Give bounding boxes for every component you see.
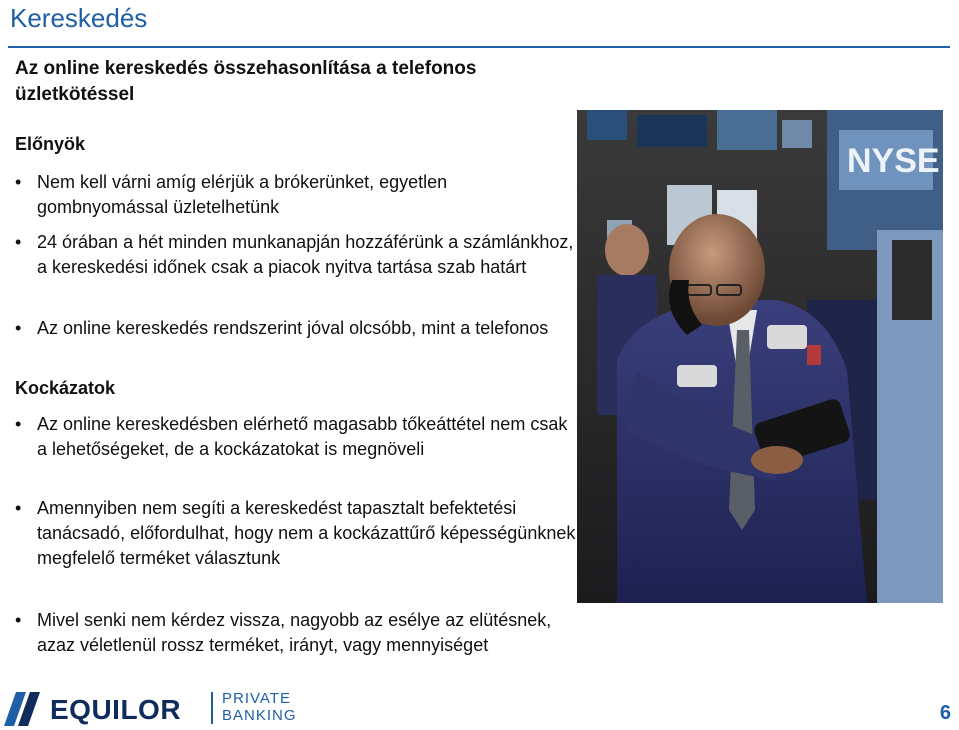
section-heading-advantages: Előnyök (15, 134, 86, 154)
bullet-icon: • (15, 318, 22, 338)
equilor-mark-icon (4, 692, 44, 726)
list-item-text: Amennyiben nem segíti a kereskedést tapasztalt befektetési tanácsadó, előfordulhat, hogy nem a kockázattűrő képességünknek megfelelő terméket választunk (37, 498, 576, 568)
bullet-icon: • (15, 232, 22, 252)
bullet-icon: • (15, 172, 22, 192)
list-item-text: Az online kereskedésben elérhető magasabb tőkeáttétel nem csak a lehetőségeket, de a kockázatokat is megnöveli (37, 414, 568, 459)
division-line-1: PRIVATE (222, 690, 291, 707)
bullet-icon: • (15, 498, 22, 518)
list-item-text: Az online kereskedés rendszerint jóval olcsóbb, mint a telefonos (37, 318, 549, 338)
list-item-text: Nem kell várni amíg elérjük a brókerünket, egyetlen gombnyomással üzletelhetünk (37, 172, 448, 217)
logo-divider (211, 692, 213, 724)
bullet-icon: • (15, 414, 22, 434)
slide-subtitle: Az online kereskedés összehasonlítása a telefonos üzletkötéssel (15, 58, 477, 105)
division-name (222, 690, 297, 724)
nyse-sign: NYSE (847, 142, 940, 180)
list-item-text: 24 órában a hét minden munkanapján hozzáférünk a számlánkhoz, a kereskedési időnek csak a piacok nyitva tartása szab határt (37, 232, 574, 277)
page-number: 6 (939, 702, 951, 724)
section-heading-risks: Kockázatok (15, 378, 116, 398)
division-line-2: BANKING (222, 707, 297, 724)
equilor-logo (4, 688, 324, 728)
title-divider (8, 46, 950, 48)
brand-name: EQUILOR (50, 694, 182, 725)
slide-title: Kereskedés (10, 3, 148, 33)
bullet-icon: • (15, 610, 22, 630)
list-item-text: Mivel senki nem kérdez vissza, nagyobb az esélye az elütésnek, azaz véletlenül rossz terméket, irányt, vagy mennyiséget (37, 610, 552, 655)
trader-photo (577, 110, 943, 603)
